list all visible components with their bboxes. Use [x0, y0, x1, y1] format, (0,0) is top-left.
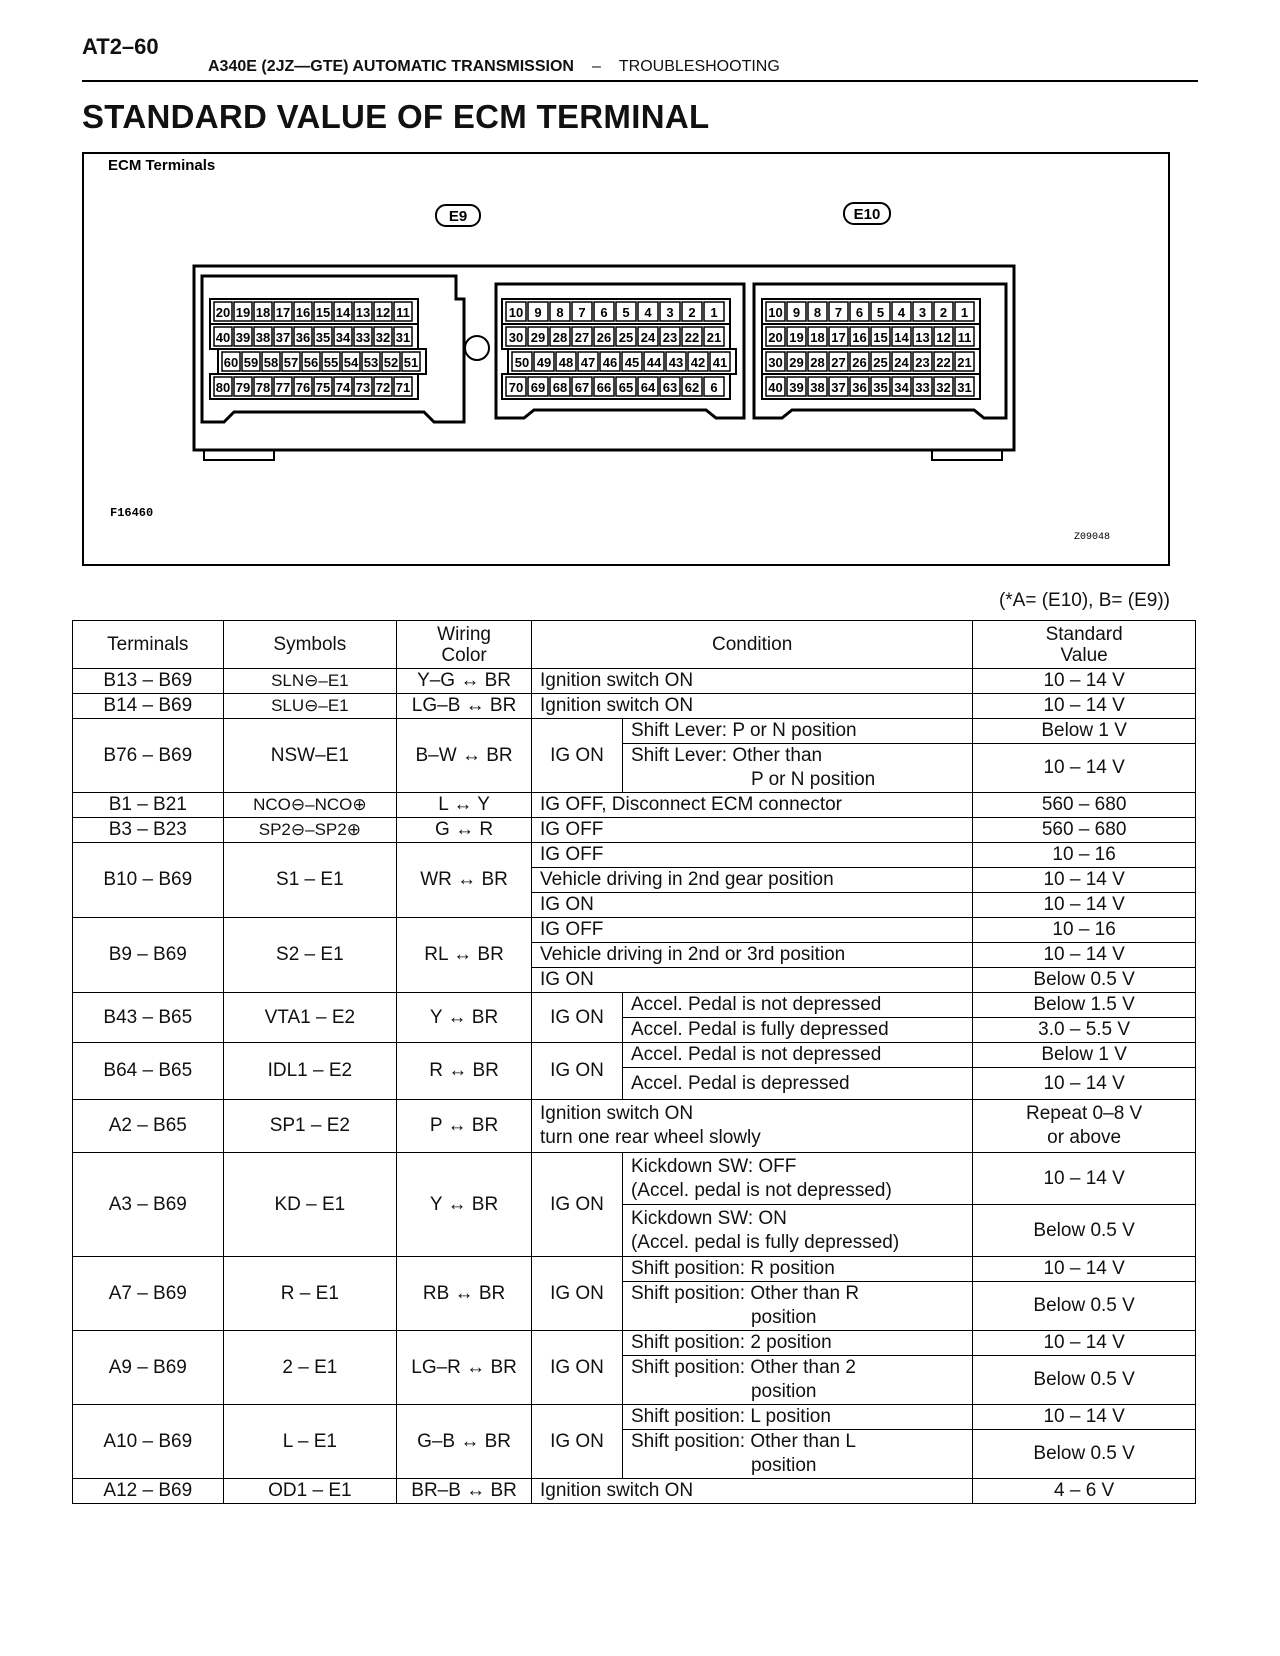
value-cell: 10 – 16: [973, 843, 1196, 868]
e10a-pin-number: 66: [596, 380, 612, 395]
e9-pin-number: 14: [335, 305, 351, 320]
value-cell: 10 – 14 V: [973, 868, 1196, 893]
ig-state-cell: IG ON: [532, 1043, 623, 1100]
e10a-pin-number: 64: [640, 380, 656, 395]
e10b-pin-number: 3: [918, 305, 927, 320]
value-cell: 560 – 680: [973, 818, 1196, 843]
value-cell: 10 – 14 V: [973, 744, 1196, 793]
e10b-pin-number: 40: [768, 380, 783, 395]
ig-state-cell: IG ON: [532, 993, 623, 1043]
e10a-pin-number: 62: [684, 380, 700, 395]
e9-pin-number: 54: [343, 355, 359, 370]
terminal-cell: A10 – B69: [73, 1405, 224, 1479]
e10a-pin-number: 6: [600, 305, 608, 320]
terminal-cell: A2 – B65: [73, 1100, 224, 1153]
e9-pin-number: 33: [355, 330, 371, 345]
e10a-pin-number: 9: [534, 305, 542, 320]
wiring-cell: Y ↔ BR: [397, 993, 532, 1043]
e10a-pin-number: 29: [530, 330, 546, 345]
e10a-pin-number: 49: [536, 355, 552, 370]
e9-pin-number: 13: [355, 305, 371, 320]
condition-cell: Shift position: Other than R position: [622, 1282, 972, 1331]
e10b-pin-number: 12: [936, 330, 951, 345]
terminal-cell: B64 – B65: [73, 1043, 224, 1100]
e10b-pin-number: 7: [834, 305, 843, 320]
condition-cell: IG OFF: [532, 918, 973, 943]
e10b-pin-number: 24: [894, 355, 909, 370]
value-cell: 10 – 14 V: [973, 943, 1196, 968]
e10b-pin-number: 14: [894, 330, 909, 345]
e9-pin-number: 17: [275, 305, 291, 320]
e9-pin-number: 57: [283, 355, 299, 370]
value-cell: Below 1 V: [973, 719, 1196, 744]
e10b-pin-number: 38: [810, 380, 825, 395]
table-row: [73, 1153, 1196, 1205]
value-cell: Below 0.5 V: [973, 968, 1196, 993]
e9-pin-number: 74: [335, 380, 351, 395]
e9-pin-number: 76: [295, 380, 311, 395]
e10b-pin-number: 17: [831, 330, 846, 345]
terminal-cell: B10 – B69: [73, 843, 224, 918]
e10a-pin-number: 42: [690, 355, 706, 370]
value-cell: Below 1.5 V: [973, 993, 1196, 1018]
e10b-pin-number: 4: [897, 305, 906, 320]
e9-pin-number: 40: [215, 330, 231, 345]
e10a-pin-number: 21: [706, 330, 722, 345]
terminal-cell: B3 – B23: [73, 818, 224, 843]
e9-pin-number: 19: [235, 305, 251, 320]
figure-caption: ECM Terminals: [108, 157, 216, 174]
ig-state-cell: IG ON: [532, 1153, 623, 1257]
symbol-cell: OD1 – E1: [223, 1479, 397, 1504]
condition-cell: IG OFF: [532, 818, 973, 843]
table-row: [73, 993, 1196, 1018]
ecm-terminal-table: [72, 620, 1196, 1504]
e10a-pin-number: 65: [618, 380, 634, 395]
condition-cell: Accel. Pedal is fully depressed: [622, 1018, 972, 1043]
value-cell: Below 0.5 V: [973, 1205, 1196, 1257]
condition-cell: IG OFF: [532, 843, 973, 868]
e10b-pin-number: 32: [936, 380, 951, 395]
table-row: [73, 1405, 1196, 1430]
e10a-pin-number: 4: [644, 305, 652, 320]
e10b-pin-number: 31: [957, 380, 972, 395]
condition-cell: Kickdown SW: ON (Accel. pedal is fully depressed): [622, 1205, 972, 1257]
terminal-cell: A9 – B69: [73, 1331, 224, 1405]
e9-pin-number: 77: [275, 380, 291, 395]
e10b-pin-number: 28: [810, 355, 825, 370]
value-cell: 10 – 14 V: [973, 669, 1196, 694]
e10b-pin-number: 15: [873, 330, 888, 345]
symbol-cell: L – E1: [223, 1405, 397, 1479]
e10b-pin-number: 5: [876, 305, 885, 320]
symbol-cell: S2 – E1: [223, 918, 397, 993]
condition-cell: IG ON: [532, 893, 973, 918]
e9-pin-number: 37: [275, 330, 291, 345]
table-row: [73, 1257, 1196, 1282]
legend-note: (*A= (E10), B= (E9)): [998, 590, 1170, 611]
col-standard-value: Standard Value: [973, 621, 1196, 669]
e10a-pin-number: 44: [646, 355, 662, 370]
condition-cell: Shift position: L position: [622, 1405, 972, 1430]
e9-pin-number: 20: [215, 305, 231, 320]
symbol-cell: NCO⊖–NCO⊕: [223, 793, 397, 818]
value-cell: 4 – 6 V: [973, 1479, 1196, 1504]
e10a-pin-number: 47: [580, 355, 596, 370]
e10a-pin-number: 1: [710, 305, 718, 320]
e10b-pin-number: 23: [915, 355, 930, 370]
e9-pin-number: 60: [223, 355, 239, 370]
e9-pin-number: 75: [315, 380, 331, 395]
e10a-pin-number: 8: [556, 305, 564, 320]
e10a-pin-number: 68: [552, 380, 568, 395]
e10a-pin-number: 45: [624, 355, 640, 370]
terminal-cell: B43 – B65: [73, 993, 224, 1043]
wiring-cell: B–W ↔ BR: [397, 719, 532, 793]
e10a-pin-number: 24: [640, 330, 656, 345]
e10a-pin-number: 22: [684, 330, 700, 345]
e9-pin-number: 55: [323, 355, 339, 370]
value-cell: 10 – 14 V: [973, 1405, 1196, 1430]
terminal-cell: B13 – B69: [73, 669, 224, 694]
e10b-pin-number: 25: [873, 355, 888, 370]
header-rule: [82, 80, 1198, 82]
value-cell: Below 1 V: [973, 1043, 1196, 1068]
symbol-cell: SLN⊖–E1: [223, 669, 397, 694]
terminal-cell: B1 – B21: [73, 793, 224, 818]
e9-pin-number: 56: [303, 355, 319, 370]
e9-pin-number: 58: [263, 355, 279, 370]
e9-pin-number: 38: [255, 330, 271, 345]
condition-cell: Ignition switch ON turn one rear wheel slowly: [532, 1100, 973, 1153]
wiring-cell: RB ↔ BR: [397, 1257, 532, 1331]
e10b-pin-number: 10: [768, 305, 783, 320]
e9-pin-number: 12: [375, 305, 391, 320]
terminal-cell: A12 – B69: [73, 1479, 224, 1504]
wiring-cell: L ↔ Y: [397, 793, 532, 818]
wiring-cell: G ↔ R: [397, 818, 532, 843]
e9-pin-number: 39: [235, 330, 251, 345]
symbol-cell: 2 – E1: [223, 1331, 397, 1405]
value-cell: Repeat 0–8 V or above: [973, 1100, 1196, 1153]
value-cell: 3.0 – 5.5 V: [973, 1018, 1196, 1043]
table-row: [73, 918, 1196, 943]
value-cell: 10 – 14 V: [973, 893, 1196, 918]
e9-pin-number: 34: [335, 330, 351, 345]
e10b-pin-number: 36: [852, 380, 867, 395]
e9-pin-number: 11: [396, 305, 410, 320]
e10b-pin-number: 16: [852, 330, 867, 345]
condition-cell: Shift Lever: P or N position: [622, 719, 972, 744]
wiring-cell: RL ↔ BR: [397, 918, 532, 993]
col-condition: Condition: [532, 621, 973, 669]
ig-state-cell: IG ON: [532, 719, 623, 793]
connector-pins: [210, 299, 980, 399]
e10a-pin-number: 67: [574, 380, 590, 395]
e9-pin-number: 35: [315, 330, 331, 345]
e10a-pin-number: 3: [666, 305, 674, 320]
e10a-pin-number: 70: [508, 380, 524, 395]
e9-label: E9: [448, 208, 468, 225]
wiring-cell: P ↔ BR: [397, 1100, 532, 1153]
e10a-pin-number: 69: [530, 380, 546, 395]
e10b-pin-number: 39: [789, 380, 804, 395]
symbol-cell: SP1 – E2: [223, 1100, 397, 1153]
condition-cell: Accel. Pedal is depressed: [622, 1068, 972, 1100]
condition-cell: Shift position: Other than 2 position: [622, 1356, 972, 1405]
e10b-pin-number: 34: [894, 380, 909, 395]
e10a-pin-number: 48: [558, 355, 574, 370]
value-cell: 10 – 14 V: [973, 1257, 1196, 1282]
section-title: A340E (2JZ—GTE) AUTOMATIC TRANSMISSION: [208, 58, 574, 75]
ig-state-cell: IG ON: [532, 1331, 623, 1405]
table-header-row: [73, 621, 1196, 669]
value-cell: 10 – 14 V: [973, 1331, 1196, 1356]
condition-cell: Shift position: Other than L position: [622, 1430, 972, 1479]
e10a-pin-number: 26: [596, 330, 612, 345]
condition-cell: Shift Lever: Other than P or N position: [622, 744, 972, 793]
condition-cell: IG ON: [532, 968, 973, 993]
value-cell: 10 – 16: [973, 918, 1196, 943]
terminal-cell: B14 – B69: [73, 694, 224, 719]
e10b-pin-number: 21: [957, 355, 972, 370]
e10b-pin-number: 26: [852, 355, 867, 370]
e10a-pin-number: 2: [688, 305, 696, 320]
ig-state-cell: IG ON: [532, 1257, 623, 1331]
ecm-connector-diagram: [84, 154, 1168, 564]
value-cell: 10 – 14 V: [973, 694, 1196, 719]
symbol-cell: SLU⊖–E1: [223, 694, 397, 719]
e10b-pin-number: 6: [855, 305, 864, 320]
page-title: STANDARD VALUE OF ECM TERMINAL: [82, 98, 710, 135]
symbol-cell: IDL1 – E2: [223, 1043, 397, 1100]
mounting-hole: [465, 336, 489, 360]
e9-pin-number: 80: [215, 380, 231, 395]
e10b-pin-number: 2: [939, 305, 948, 320]
condition-cell: Kickdown SW: OFF (Accel. pedal is not depressed): [622, 1153, 972, 1205]
e9-pin-number: 78: [255, 380, 271, 395]
e10a-pin-number: 63: [662, 380, 678, 395]
terminal-cell: B9 – B69: [73, 918, 224, 993]
e9-pin-number: 16: [295, 305, 311, 320]
e10a-pin-number: 6: [710, 380, 718, 395]
e10a-pin-number: 28: [552, 330, 568, 345]
value-cell: Below 0.5 V: [973, 1356, 1196, 1405]
e10b-pin-number: 9: [792, 305, 801, 320]
e10-label: E10: [853, 206, 881, 223]
table-row: [73, 1100, 1196, 1153]
table-row: [73, 1043, 1196, 1068]
wiring-cell: BR–B ↔ BR: [397, 1479, 532, 1504]
e9-pin-number: 73: [355, 380, 371, 395]
e9-pin-number: 53: [363, 355, 379, 370]
header-dash: –: [591, 58, 601, 75]
e10b-pin-number: 1: [960, 305, 969, 320]
terminal-cell: B76 – B69: [73, 719, 224, 793]
table-row: [73, 1479, 1196, 1504]
e10b-pin-number: 30: [768, 355, 783, 370]
condition-cell: IG OFF, Disconnect ECM connector: [532, 793, 973, 818]
table-row: [73, 843, 1196, 868]
e10b-pin-number: 27: [831, 355, 846, 370]
e10a-pin-number: 25: [618, 330, 634, 345]
symbol-cell: NSW–E1: [223, 719, 397, 793]
table-row: [73, 719, 1196, 744]
ecm-terminal-figure: [82, 152, 1170, 566]
e10b-pin-number: 33: [915, 380, 930, 395]
condition-cell: Ignition switch ON: [532, 1479, 973, 1504]
ig-state-cell: IG ON: [532, 1405, 623, 1479]
condition-cell: Shift position: 2 position: [622, 1331, 972, 1356]
value-cell: 560 – 680: [973, 793, 1196, 818]
value-cell: 10 – 14 V: [973, 1068, 1196, 1100]
symbol-cell: R – E1: [223, 1257, 397, 1331]
condition-cell: Vehicle driving in 2nd gear position: [532, 868, 973, 893]
e9-pin-number: 18: [255, 305, 271, 320]
e9-pin-number: 15: [315, 305, 331, 320]
e10b-pin-number: 29: [789, 355, 804, 370]
page-number: AT2–60: [82, 34, 159, 59]
symbol-cell: S1 – E1: [223, 843, 397, 918]
e10b-pin-number: 11: [957, 330, 972, 345]
e10a-pin-number: 41: [712, 355, 728, 370]
condition-cell: Ignition switch ON: [532, 694, 973, 719]
e10b-pin-number: 18: [810, 330, 825, 345]
col-terminals: Terminals: [73, 621, 224, 669]
col-wiring-color: Wiring Color: [397, 621, 532, 669]
table-row: [73, 669, 1196, 694]
condition-cell: Accel. Pedal is not depressed: [622, 1043, 972, 1068]
terminal-cell: A7 – B69: [73, 1257, 224, 1331]
e10b-pin-number: 22: [936, 355, 951, 370]
symbol-cell: VTA1 – E2: [223, 993, 397, 1043]
e10a-pin-number: 10: [508, 305, 524, 320]
figure-code-right: Z09048: [1074, 532, 1111, 543]
wiring-cell: WR ↔ BR: [397, 843, 532, 918]
wiring-cell: Y ↔ BR: [397, 1153, 532, 1257]
table-row: [73, 793, 1196, 818]
e10b-pin-number: 37: [831, 380, 846, 395]
e10b-pin-number: 8: [813, 305, 822, 320]
condition-cell: Accel. Pedal is not depressed: [622, 993, 972, 1018]
e9-pin-number: 71: [395, 380, 411, 395]
e10a-pin-number: 50: [514, 355, 530, 370]
table-row: [73, 694, 1196, 719]
symbol-cell: SP2⊖–SP2⊕: [223, 818, 397, 843]
subsection-title: TROUBLESHOOTING: [618, 58, 780, 75]
wiring-cell: R ↔ BR: [397, 1043, 532, 1100]
value-cell: Below 0.5 V: [973, 1430, 1196, 1479]
e10b-pin-number: 35: [873, 380, 888, 395]
symbol-cell: KD – E1: [223, 1153, 397, 1257]
col-symbols: Symbols: [223, 621, 397, 669]
value-cell: 10 – 14 V: [973, 1153, 1196, 1205]
e10a-pin-number: 27: [574, 330, 590, 345]
figure-code: F16460: [110, 506, 154, 520]
e10a-pin-number: 46: [602, 355, 618, 370]
e9-pin-number: 52: [383, 355, 399, 370]
wiring-cell: LG–R ↔ BR: [397, 1331, 532, 1405]
table-row: [73, 1331, 1196, 1356]
terminal-cell: A3 – B69: [73, 1153, 224, 1257]
e9-pin-number: 31: [395, 330, 411, 345]
e10a-pin-number: 7: [578, 305, 586, 320]
condition-cell: Shift position: R position: [622, 1257, 972, 1282]
e10a-pin-number: 5: [622, 305, 630, 320]
wiring-cell: Y–G ↔ BR: [397, 669, 532, 694]
e9-pin-number: 59: [243, 355, 259, 370]
value-cell: Below 0.5 V: [973, 1282, 1196, 1331]
wiring-cell: G–B ↔ BR: [397, 1405, 532, 1479]
e10b-pin-number: 20: [768, 330, 783, 345]
wiring-cell: LG–B ↔ BR: [397, 694, 532, 719]
e9-pin-number: 32: [375, 330, 391, 345]
e10b-pin-number: 19: [789, 330, 804, 345]
running-header: [208, 58, 780, 76]
e9-pin-number: 72: [375, 380, 391, 395]
condition-cell: Vehicle driving in 2nd or 3rd position: [532, 943, 973, 968]
e9-pin-number: 36: [295, 330, 311, 345]
e9-pin-number: 51: [403, 355, 419, 370]
e10b-pin-number: 13: [915, 330, 930, 345]
condition-cell: Ignition switch ON: [532, 669, 973, 694]
e10a-pin-number: 43: [668, 355, 684, 370]
e9-pin-number: 79: [235, 380, 251, 395]
e10a-pin-number: 30: [508, 330, 524, 345]
e10a-pin-number: 23: [662, 330, 678, 345]
table-row: [73, 818, 1196, 843]
